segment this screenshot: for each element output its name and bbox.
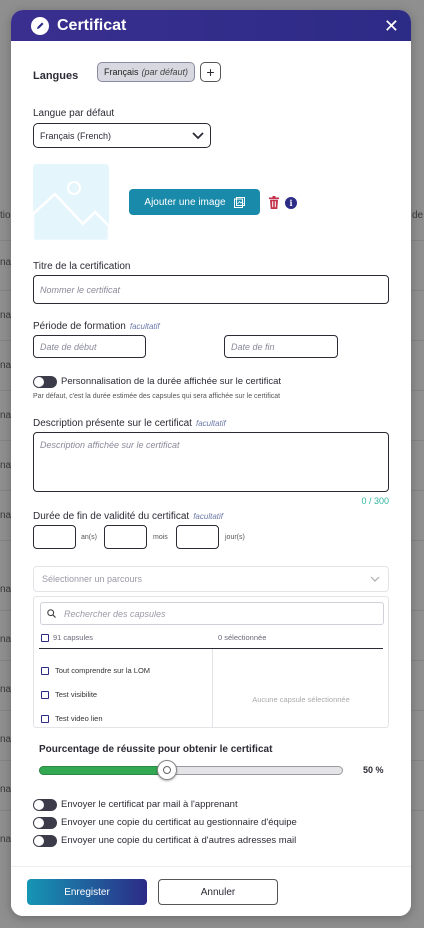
validity-label [33,511,223,522]
description-label-text: Description présente sur le certificat [33,418,192,429]
capsule-picker [33,596,389,728]
capsule-count: 91 capsules [53,633,94,642]
background-text: na [0,584,12,595]
send-other-label: Envoyer une copie du certificat à d'autres adresses mail [61,835,297,846]
capsule-item-label: Test video lien [55,714,103,723]
validity-months-unit: mois [153,534,168,541]
capsule-checkbox[interactable] [41,667,49,675]
validity-optional: facultatif [193,512,223,521]
send-manager-label: Envoyer une copie du certificat au gestionnaire d'équipe [61,817,297,828]
validity-label-text: Durée de fin de validité du certificat [33,511,190,522]
image-placeholder [33,164,109,241]
add-language-button[interactable]: + [200,62,221,82]
parcours-select[interactable] [33,566,389,592]
description-label [33,418,226,429]
select-all-checkbox[interactable] [41,634,49,642]
duration-toggle[interactable] [33,376,57,388]
description-counter: 0 / 300 [361,496,389,506]
modal-title: Certificat [57,16,127,34]
period-label [33,321,160,332]
info-icon[interactable]: i [285,197,297,209]
language-chip[interactable] [97,62,195,82]
modal-header [11,10,411,41]
success-percentage-value: 50 % [363,765,384,775]
search-icon [47,609,56,618]
end-date-input[interactable]: Date de fin [224,335,338,358]
capsule-item[interactable] [41,714,103,723]
language-chip-name: Français [104,67,139,77]
period-optional: facultatif [129,322,160,331]
languages-label: Langues [33,70,79,82]
duration-toggle-label: Personnalisation de la durée affichée sur le certificat [61,376,282,387]
capsule-checkbox[interactable] [41,691,49,699]
image-icon [234,197,245,208]
close-icon[interactable]: ✕ [383,15,399,36]
capsule-divider [39,648,383,649]
chevron-down-icon [192,132,204,140]
title-label: Titre de la certification [33,261,131,272]
no-capsule-selected: Aucune capsule sélectionnée [252,695,350,704]
validity-years-unit: an(s) [81,534,97,541]
validity-years-input[interactable] [33,525,76,549]
modal-footer [11,866,411,916]
add-image-button[interactable] [129,189,260,215]
background-text: de [412,210,424,221]
background-text: na [0,634,12,645]
capsule-column-divider [212,649,213,728]
capsule-item[interactable] [41,690,97,699]
background-text: na [0,410,12,421]
select-all-capsules[interactable] [41,633,93,642]
selected-count: 0 sélectionnée [218,633,267,642]
send-learner-label: Envoyer le certificat par mail à l'apprenant [61,799,238,810]
duration-hint: Par défaut, c'est la durée estimée des capsules qui sera affichée sur le certificat [33,393,281,400]
background-text: na [0,360,12,371]
send-manager-toggle[interactable] [33,817,57,829]
default-language-select[interactable] [33,123,211,148]
default-language-label: Langue par défaut [33,108,115,119]
language-chip-default: (par défaut) [141,67,189,77]
background-text: na [0,684,12,695]
capsule-item-label: Tout comprendre sur la LOM [55,666,151,675]
validity-days-input[interactable] [176,525,219,549]
edit-pencil-icon [31,17,49,35]
landscape-image-icon [33,164,109,241]
send-other-toggle[interactable] [33,835,57,847]
cancel-button[interactable]: Annuler [158,879,278,905]
start-date-input[interactable]: Date de début [33,335,146,358]
period-label-text: Période de formation [33,321,126,332]
background-text: na [0,734,12,745]
default-language-value: Français (French) [40,130,112,141]
background-text: na [0,460,12,471]
description-optional: facultatif [195,419,226,428]
trash-icon[interactable] [269,196,279,209]
capsule-item-label: Test visibilite [55,690,98,699]
success-slider-thumb[interactable] [157,760,177,780]
save-button[interactable]: Enregister [27,879,147,905]
success-slider-fill [39,766,167,775]
capsule-checkbox[interactable] [41,715,49,723]
send-learner-toggle[interactable] [33,799,57,811]
capsule-search-input[interactable] [40,602,384,625]
add-image-label: Ajouter une image [144,196,226,208]
background-text: na [0,310,12,321]
background-text: tio [0,210,11,221]
background-text: na [0,834,12,845]
background-text: na [0,510,12,521]
validity-days-unit: jour(s) [225,534,245,541]
certificate-modal [11,10,411,916]
capsule-search-placeholder: Rechercher des capsules [64,608,166,619]
background-text: na [0,257,12,268]
capsule-item[interactable] [41,666,150,675]
parcours-placeholder: Sélectionner un parcours [42,574,143,584]
validity-months-input[interactable] [104,525,147,549]
chevron-down-icon [370,576,380,582]
success-percentage-label: Pourcentage de réussite pour obtenir le certificat [39,744,273,755]
title-input[interactable]: Nommer le certificat [33,275,389,304]
description-textarea[interactable]: Description affichée sur le certificat [33,432,389,492]
background-text: na [0,784,12,795]
